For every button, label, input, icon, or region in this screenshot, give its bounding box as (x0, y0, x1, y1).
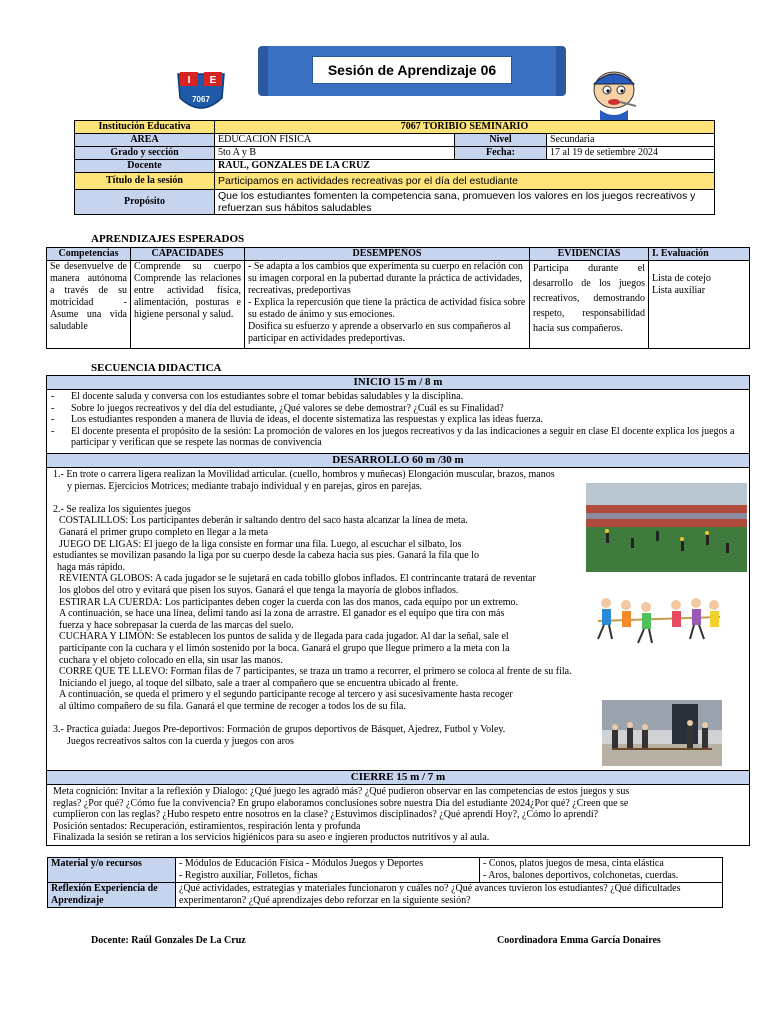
svg-text:7067: 7067 (192, 95, 210, 104)
desarrollo-line: los globos del otro y evitará que pisen los suyos. Ganará el que tenga la mayoría de globos inflados. (59, 584, 459, 596)
info-value: 5to A y B (215, 147, 455, 160)
desempenos-cell (245, 261, 530, 349)
mascot-illustration (582, 66, 648, 120)
evaluacion-cell (649, 261, 750, 349)
reflection-label: Reflexión Experiencia de Aprendizaje (48, 883, 176, 908)
inicio-item: - Los estudiantes responden a manera de lluvia de ideas, el docente sistematiza las respuestas y explica las ideas fuerza. (51, 414, 745, 426)
materials-label: Material y/o recursos (48, 858, 176, 883)
info-label: Institución Educativa (75, 121, 215, 134)
desarrollo-line: Ganará el primer grupo completo en llegar a la meta (59, 526, 269, 538)
info-label: Docente (75, 160, 215, 173)
cierre-line: cumplieron con las reglas? ¿Hubo respeto entre nosotros en la clase? ¿Estuvimos disciplinados? ¿Qué aprendí Hoy?, ¿Cómo lo aprendí? (53, 809, 599, 821)
desempeno-item: Dosifica su esfuerzo y aprende a observarlo en sus compañeros al participar en actividades predeportivas. (248, 321, 511, 344)
tug-of-war-illustration (592, 587, 726, 653)
desarrollo-line: CORRE QUE TE LLEVO: Forman filas de 7 participantes, se traza un tramo a recorrer, el primero se coloca al frente de su fila. (59, 666, 572, 678)
desarrollo-line: haga más rápido. (57, 561, 126, 573)
info-value: 17 al 19 de setiembre 2024 (547, 147, 715, 160)
materials-col1 (176, 858, 480, 883)
desempeno-item: - Explica la repercusión que tiene la práctica de actividad física sobre su estado de ánimo y sus emociones. (248, 297, 526, 320)
desarrollo-line: estudiantes se movilizan pasando la liga por su cuerpo desde la cabeza hacia sus pies. Ganará la fila que lo (53, 550, 479, 562)
info-label: Título de la sesión (75, 173, 215, 190)
title-banner (262, 46, 562, 96)
desarrollo-body (47, 468, 749, 770)
evaluacion-item: Lista auxiliar (652, 285, 706, 296)
section-title: SECUENCIA DIDACTICA (91, 362, 222, 374)
info-value: Participamos en actividades recreativas por el día del estudiante (215, 173, 715, 190)
desarrollo-header: DESARROLLO 60 m /30 m (47, 453, 749, 468)
svg-text:E: E (209, 75, 217, 86)
sequence-block (46, 375, 750, 846)
learning-table (46, 247, 750, 349)
column-header: I. Evaluación (649, 248, 750, 261)
cierre-line: Meta cognición: Invitar a la reflexión y Dialogo: ¿Qué juego les agradó más? ¿Qué pudieron observar en las competencias de estos juegos y sus (53, 786, 630, 797)
section-title: APRENDIZAJES ESPERADOS (91, 233, 245, 245)
info-value: EDUCACIÓN FÍSICA (215, 134, 455, 147)
desarrollo-line: ESTIRAR LA CUERDA: Los participantes deben coger la cuerda con las dos manos, cada equipo por un extremo. (59, 596, 519, 608)
reflection-text: ¿Qué actividades, estrategias y materiales funcionaron y cuáles no? ¿Qué avances tuvieron los estudiantes? ¿Qué dificultades experimentaron? ¿Qué aprendizajes debo reforzar en la siguiente sesión? (176, 883, 723, 908)
coordinator-signature: Coordinadora Emma García Donaires (497, 935, 661, 946)
desarrollo-line: Juegos recreativos saltos con la cuerda y juegos con aros (67, 735, 294, 747)
teacher-signature: Docente: Raúl Gonzales De La Cruz (91, 935, 246, 946)
info-value: 7067 TORIBIO SEMINARIO (215, 121, 715, 134)
info-value: RAUL, GONZALES DE LA CRUZ (215, 160, 715, 173)
inicio-item: - Sobre lo juegos recreativos y del día del estudiante, ¿Qué valores se debe demostrar? ¿Cuál es su Finalidad? (51, 403, 745, 415)
desarrollo-line: A continuación, se hace una línea, delimi tando así la zona de arrastre. El ganador es el equipo que tira con más (59, 608, 505, 620)
info-label: Fecha: (455, 147, 547, 160)
capacidades-cell: Comprende su cuerpo Comprende las relaciones entre actividad física, alimentación, posturas e higiene personal y salud. (131, 261, 245, 349)
desarrollo-line: 1.- En trote o carrera ligera realizan la Movilidad articular. (cuello, hombros y muñecas) Elongación muscular, brazos, manos (53, 469, 555, 480)
sports-field-photo (586, 483, 747, 572)
material-item: - Registro auxiliar, Folletos, fichas (179, 870, 318, 881)
column-header: CAPACIDADES (131, 248, 245, 261)
desempeno-item: - Se adapta a los cambios que experimenta su cuerpo en relación con su imagen corporal en la pubertad durante la práctica de actividades, recreativas, predeportivas (248, 261, 523, 296)
desarrollo-line: fuerza y hace sobrepasar la cuerda de las marcas del suelo. (59, 619, 294, 631)
competencias-cell: Se desenvuelve de manera autónoma a través de su motricidad - Asume una vida saludable (47, 261, 131, 349)
desarrollo-line: participante con la cuchara y el limón sostenido por la boca. Ganará el grupo que llegue primero a la meta con la (59, 642, 510, 654)
desarrollo-line: al último compañero de su fila. Ganará el que termine de recoger a todos los de su fila. (59, 700, 406, 712)
column-header: EVIDENCIAS (530, 248, 649, 261)
classroom-photo (602, 700, 722, 766)
cierre-line: reglas? ¿Por qué? ¿Cómo fue la convivencia? En grupo elaboramos conclusiones sobre nuestra Dia del estudiante 2024¿Por qué? ¿Creen que se (53, 797, 629, 809)
desarrollo-line: REVIENTA GLOBOS: A cada jugador se le sujetará en cada tobillo globos inflados. El contrincante tratará de reventar (59, 573, 536, 585)
material-item: - Conos, platos juegos de mesa, cinta elástica (483, 858, 664, 869)
session-info-table (74, 120, 715, 215)
desarrollo-line: Iniciando el juego, al toque del silbato, sale a traer al compañero que se encuentra ubicado al frente. (59, 677, 459, 689)
info-label: Propósito (75, 190, 215, 215)
inicio-item: - El docente saluda y conversa con los estudiantes sobre el tomar bebidas saludables y la disciplina. (51, 391, 745, 403)
info-value: Que los estudiantes fomenten la competencia sana, promueven los valores en los juegos recreativos y refuerzan sus hábitos saludables (215, 190, 715, 215)
cierre-body (47, 785, 749, 844)
info-label: AREA (75, 134, 215, 147)
evidencias-cell: Participa durante el desarrollo de los juegos recreativos, demostrando respeto, responsabilidad hacia sus compañeros. (530, 261, 649, 349)
column-header: DESEMPEÑOS (245, 248, 530, 261)
session-title: Sesión de Aprendizaje 06 (312, 56, 512, 84)
svg-text:I: I (187, 75, 191, 86)
desarrollo-line: cuchara y el objeto colocado en ella, sin usar las manos. (59, 654, 283, 666)
inicio-item: - El docente presenta el propósito de la sesión: La promoción de valores en los juegos recreativos y da las indicaciones a seguir en clase El docente explica los juegos a participar y verifican que se respete las normas de convivencia (51, 426, 745, 449)
school-logo (174, 68, 228, 118)
evaluacion-item: Lista de cotejo (652, 273, 711, 284)
info-label: Nivel (455, 134, 547, 147)
inicio-header: INICIO 15 m / 8 m (47, 376, 749, 390)
desarrollo-line: A continuación, se queda el primero y el segundo participante recoge al tercero y así sucesivamente hasta recoger (59, 689, 513, 701)
desarrollo-line: CUCHARA Y LIMÓN: Se establecen los puntos de salida y de llegada para cada jugador. Al dar la señal, sale el (59, 631, 509, 643)
cierre-line: Finalizada la sesión se retiran a los servicios higiénicos para su aseo e ingieren productos nutritivos y al aula. (53, 832, 490, 844)
desarrollo-line: JUEGO DE LIGAS: El juego de la liga consiste en formar una fila. Luego, al escuchar el silbato, los (59, 538, 462, 550)
info-value: Secundaria (547, 134, 715, 147)
inicio-list (47, 390, 749, 453)
material-item: - Módulos de Educación Física - Módulos Juegos y Deportes (179, 858, 424, 869)
desarrollo-line: y piernas. Ejercicios Motrices; mediante trabajo individual y en parejas, giros en parejas. (67, 480, 423, 492)
column-header: Competencias (47, 248, 131, 261)
desarrollo-line: 3.- Practica guiada: Juegos Pre-deportivos: Formación de grupos deportivos de Básquet, Ajedrez, Futbol y Voley. (53, 724, 506, 736)
desarrollo-line: 2.- Se realiza los siguientes juegos (53, 503, 191, 515)
materials-col2 (480, 858, 723, 883)
info-label: Grado y sección (75, 147, 215, 160)
desarrollo-line: COSTALILLOS: Los participantes deberán ir saltando dentro del saco hasta alcanzar la línea de meta. (59, 515, 468, 527)
material-item: - Aros, balones deportivos, colchonetas, cuerdas. (483, 870, 679, 881)
materials-table (47, 857, 723, 908)
cierre-line: Posición sentados: Recuperación, estiramientos, respiración lenta y profunda (53, 820, 361, 832)
cierre-header: CIERRE 15 m / 7 m (47, 770, 749, 785)
